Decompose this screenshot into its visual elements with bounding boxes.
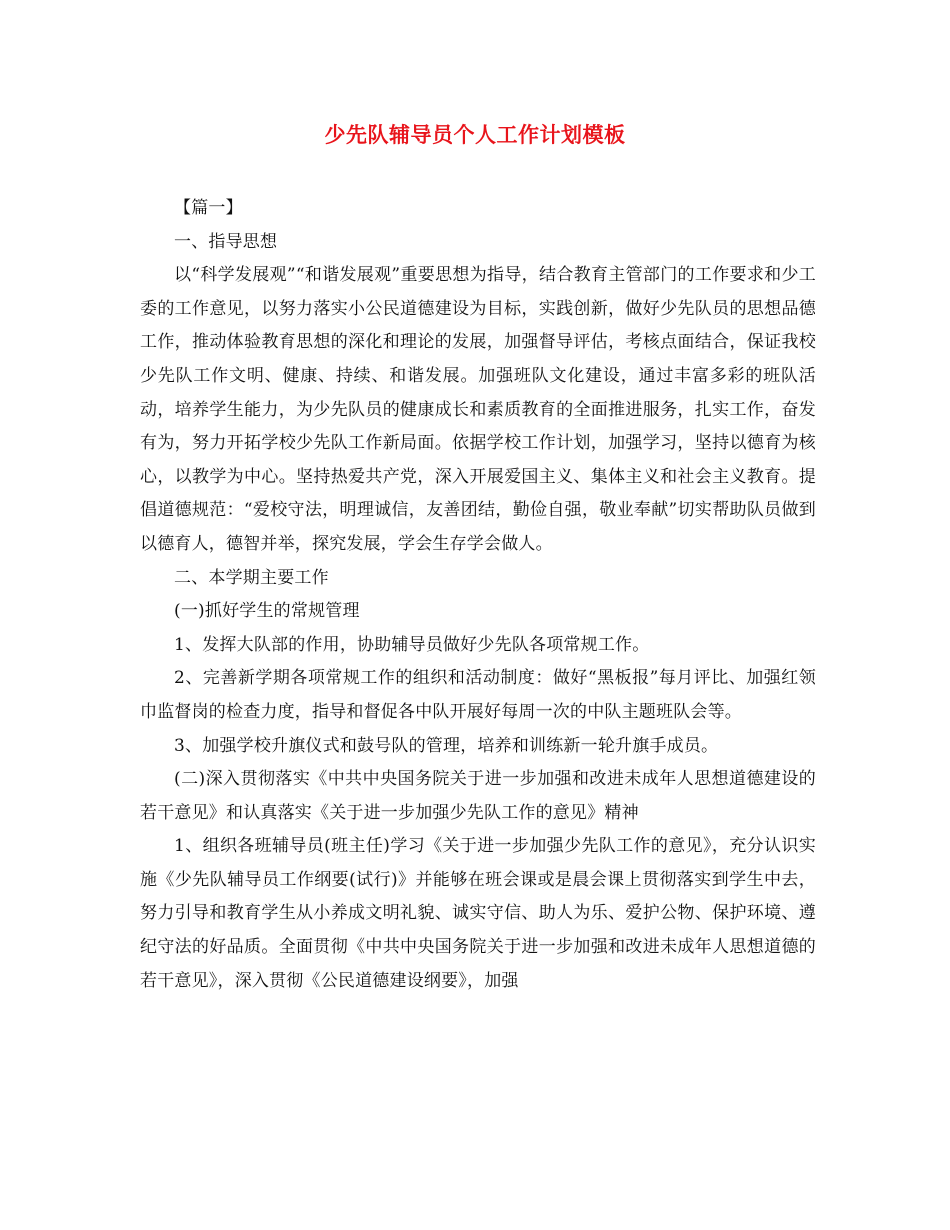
body-paragraph: 1、组织各班辅导员(班主任)学习《关于进一步加强少先队工作的意见》，充分认识实施《少先队辅导员工作纲要(试行)》并能够在班会课或是晨会课上贯彻落实到学生中去，努力引导和教育学生从小养成文明礼貌、诚实守信、助人为乐、爱护公物、保护环境、遵纪守法的好品质。全面贯彻《中共中央国务院关于进一步加强和改进未成年人思想道德的若干意见》，深入贯彻《公民道德建设纲要》，加强 bbox=[140, 836, 816, 991]
section-heading: 二、本学期主要工作 bbox=[174, 567, 329, 588]
document-title: 少先队辅导员个人工作计划模板 bbox=[324, 123, 626, 147]
body-paragraph: 以“科学发展观”“和谐发展观”重要思想为指导，结合教育主管部门的工作要求和少工委的工作意见，以努力落实小公民道德建设为目标，实践创新，做好少先队员的思想品德工作，推动体验教育思想的深化和理论的发展，加强督导评估，考核点面结合，保证我校少先队工作文明、健康、持续、和谐发展。加强班队文化建设，通过丰富多彩的班队活动，培养学生能力，为少先队员的健康成长和素质教育的全面推进服务，扎实工作，奋发有为，努力开拓学校少先队工作新局面。依据学校工作计划，加强学习，坚持以德育为核心，以教学为中心。坚持热爱共产党，深入开展爱国主义、集体主义和社会主义教育。提倡道德规范：“爱校守法，明理诚信，友善团结，勤俭自强，敬业奉献”切实帮助队员做到以德育人，德智并举，探究发展，学会生存学会做人。 bbox=[140, 265, 816, 554]
subsection-heading: (二)深入贯彻落实《中共中央国务院关于进一步加强和改进未成年人思想道德建设的若干意见》和认真落实《关于进一步加强少先队工作的意见》精神 bbox=[140, 769, 816, 823]
section-heading: 【篇一】 bbox=[174, 198, 243, 218]
body-paragraph: 2、完善新学期各项常规工作的组织和活动制度：做好“黑板报”每月评比、加强红领巾监督岗的检查力度，指导和督促各中队开展好每周一次的中队主题班队会等。 bbox=[140, 668, 816, 722]
subsection-heading: (一)抓好学生的常规管理 bbox=[174, 601, 360, 622]
section-heading: 一、指导思想 bbox=[174, 231, 278, 252]
body-paragraph: 3、加强学校升旗仪式和鼓号队的管理，培养和训练新一轮升旗手成员。 bbox=[174, 735, 719, 756]
body-paragraph: 1、发挥大队部的作用，协助辅导员做好少先队各项常规工作。 bbox=[174, 634, 650, 655]
document-body bbox=[140, 192, 816, 998]
